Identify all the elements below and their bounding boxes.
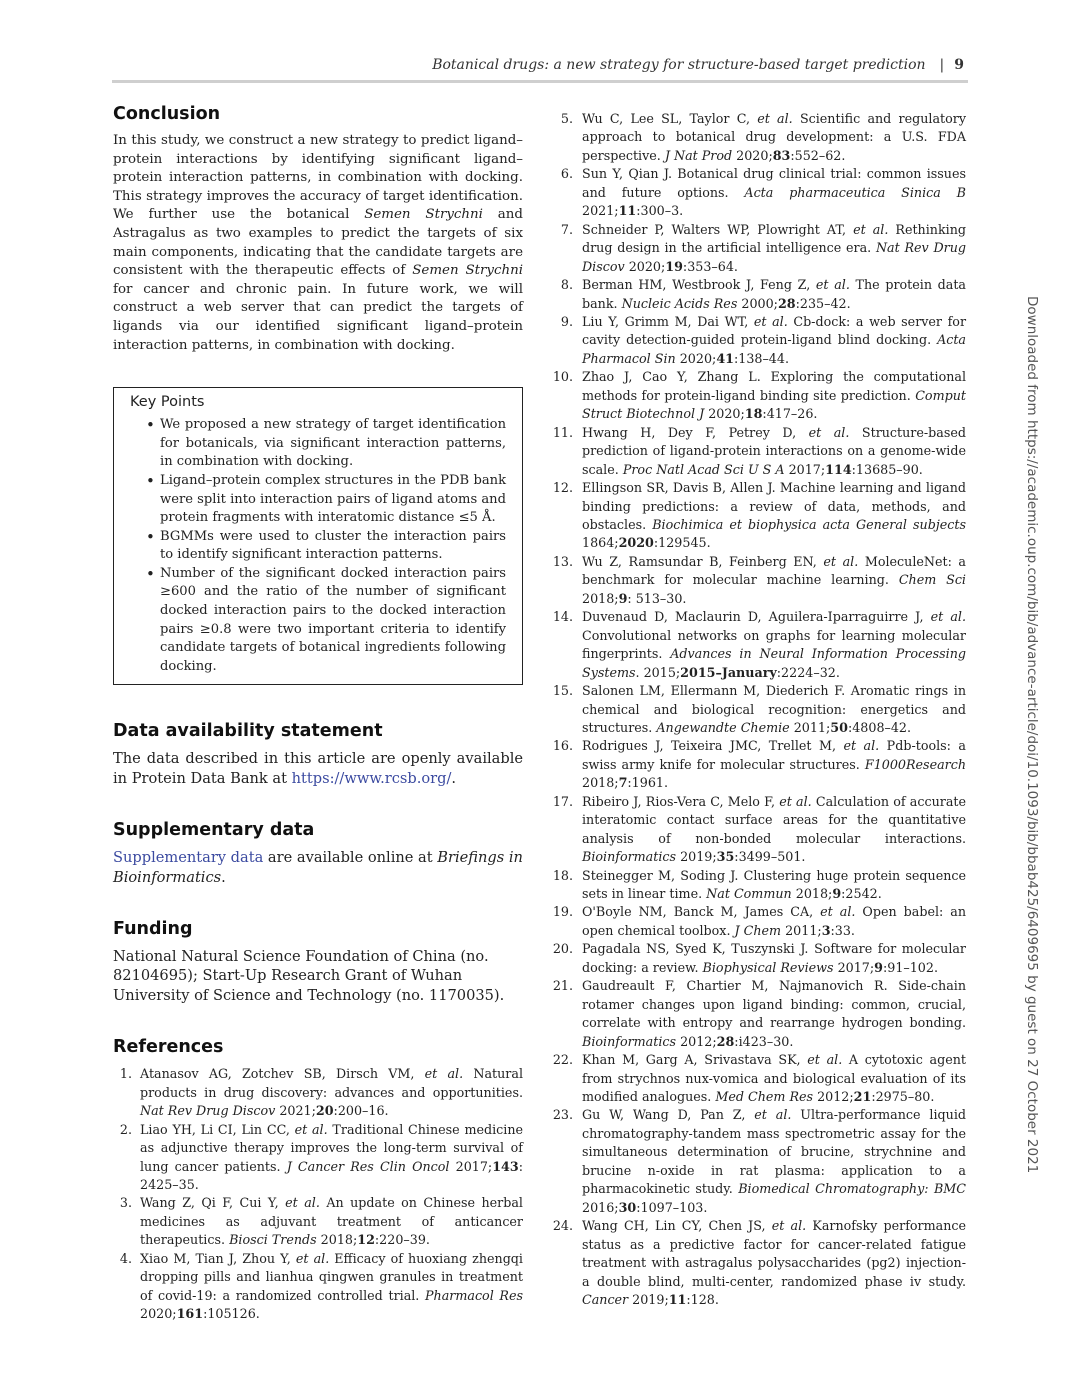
reference-authors: Wang CH, Lin CY, Chen JS,: [582, 1218, 772, 1234]
reference-journal: Angewandte Chemie: [656, 719, 790, 735]
reference-pages: :1961.: [627, 775, 669, 791]
reference-authors: Berman HM, Westbrook J, Feng Z,: [582, 277, 816, 293]
reference-year: 2021;: [275, 1103, 316, 1119]
reference-etal: et al.: [754, 1107, 792, 1123]
reference-year: 2017;: [449, 1158, 493, 1174]
conclusion-paragraph: In this study, we construct a new strategy to predict ligand–protein interactions by identifying significant ligand–protein interaction patterns, in combination with docking. This strategy improves the accuracy of target identification. We further use the botanical Semen Strychni and Astragalus as two examples to predict the targets of six main components, indicating that the candidate targets are consistent with the therapeutic effects of Semen Strychni for cancer and chronic pain. In future work, we will construct a web server that can predict the targets of ligands via our identified significant ligand–protein interaction patterns, in combination with docking.: [113, 133, 523, 353]
reference-journal: Med Chem Res: [715, 1089, 814, 1105]
reference-pages: :417–26.: [762, 406, 818, 422]
reference-volume: 30: [618, 1199, 637, 1215]
reference-number: 10.: [552, 369, 573, 385]
reference-authors: Schneider P, Walters WP, Plowright AT,: [582, 221, 854, 237]
reference-item: [551, 276, 966, 313]
reference-item: [551, 940, 966, 977]
reference-title: Efficacy of huoxiang zhengqi dropping pills and lianhua qingwen granules in treatment of covid-19: a randomized controlled trial.: [140, 1250, 523, 1303]
reference-pages: :129545.: [653, 535, 711, 551]
reference-number: 2.: [119, 1121, 132, 1137]
reference-title: MoleculeNet: a benchmark for molecular machine learning.: [582, 553, 967, 588]
reference-title: Pdb-tools: a swiss army knife for molecular structures.: [582, 738, 966, 772]
reference-title: Convolutional networks on graphs for learning molecular fingerprints.: [582, 627, 966, 662]
reference-journal: J Nat Prod: [664, 147, 733, 163]
reference-title: Botanical drug clinical trial: common issues and future options.: [582, 166, 966, 200]
reference-etal: et al.: [771, 1218, 807, 1234]
reference-year: 2018;: [316, 1232, 358, 1248]
key-point-item: • Number of the significant docked interaction pairs ≥600 and the ratio of the number of significant docked interaction pairs to the docked interaction pairs ≥0.8 were two important criteria to identify candidate targets of botanical ingredients following docking.: [146, 565, 506, 677]
reference-etal: et al.: [294, 1121, 328, 1137]
reference-volume: 20: [315, 1103, 334, 1119]
reference-year: 2000;: [737, 295, 778, 311]
reference-volume: 50: [830, 719, 848, 735]
reference-title: Karnofsky performance status as a predictive factor for cancer-related fatigue treatment with astragalus polysaccharides (pg2) injection-a double blind, multi-center, randomized phase iv study.: [582, 1218, 967, 1289]
reference-year: 2018;: [791, 886, 833, 902]
references-list-right: [551, 110, 966, 1309]
data-availability-section: [113, 721, 523, 788]
reference-etal: et al.: [424, 1066, 464, 1082]
reference-title: Cb-dock: a web server for cavity detection-guided protein-ligand blind docking.: [582, 313, 967, 348]
running-title: Botanical drugs: a new strategy for structure-based target prediction: [432, 57, 926, 73]
reference-pages: :200–16.: [333, 1103, 389, 1119]
supplementary-data-link[interactable]: Supplementary data: [113, 849, 264, 867]
reference-title: Aromatic rings in chemical and biological recognition: energetics and structures.: [582, 683, 966, 735]
reference-pages: :3499–501.: [734, 849, 806, 865]
reference-journal: Acta pharmaceutica Sinica B: [744, 184, 966, 200]
reference-journal: Nucleic Acids Res: [621, 295, 738, 311]
reference-item: [551, 682, 966, 737]
reference-item: [551, 221, 966, 276]
reference-year: 2012;: [813, 1089, 854, 1105]
reference-etal: et al.: [823, 553, 859, 569]
reference-item: [551, 793, 966, 867]
reference-year: 1864;: [582, 535, 619, 551]
reference-authors: Hwang H, Dey F, Petrey D,: [582, 424, 809, 440]
reference-pages: :128.: [686, 1292, 719, 1307]
reference-pages: :105126.: [203, 1306, 260, 1322]
reference-year: . 2015;: [635, 664, 681, 680]
reference-volume: 18: [744, 406, 763, 422]
right-column: [551, 110, 966, 1309]
reference-journal: Biosci Trends: [229, 1232, 317, 1248]
reference-authors: Xiao M, Tian J, Zhou Y,: [140, 1250, 296, 1266]
left-column: [113, 104, 523, 1324]
reference-authors: Pagadala NS, Syed K, Tuszynski J.: [582, 941, 815, 957]
references-heading: References: [113, 1037, 224, 1058]
reference-number: 9.: [560, 313, 573, 329]
reference-volume: 83: [772, 147, 791, 163]
reference-etal: et al.: [295, 1250, 330, 1266]
reference-item: [113, 1250, 523, 1324]
reference-pages: :220–39.: [374, 1232, 430, 1248]
reference-title: Rethinking drug design in the artificial intelligence era.: [582, 221, 966, 256]
funding-paragraph: National Natural Science Foundation of China (no. 82104695); Start-Up Research Grant of Wuhan University of Science and Technology (no. 1170035).: [113, 948, 505, 1004]
reference-pages: :235–42.: [795, 295, 851, 311]
reference-volume: 41: [716, 350, 734, 366]
reference-number: 17.: [552, 793, 573, 809]
reference-etal: et al.: [853, 221, 889, 237]
funding-section: [113, 919, 523, 1005]
reference-volume: 9: [874, 959, 883, 975]
supplementary-heading: Supplementary data: [113, 820, 315, 841]
reference-journal: Nat Commun: [706, 886, 792, 902]
reference-year: 2020;: [732, 147, 773, 163]
reference-number: 19.: [552, 904, 573, 920]
supplementary-paragraph: Supplementary data are available online at Briefings in Bioinformatics.: [113, 849, 523, 886]
reference-authors: Salonen LM, Ellermann M, Diederich F.: [582, 683, 851, 699]
reference-number: 23.: [552, 1107, 573, 1123]
reference-item: [551, 1051, 966, 1106]
reference-item: [551, 1217, 966, 1309]
reference-title: Traditional Chinese medicine as adjunctive therapy improves the long-term survival of lung cancer patients.: [140, 1121, 524, 1174]
reference-year: 2012;: [676, 1033, 717, 1049]
reference-etal: et al.: [779, 793, 812, 809]
reference-title: Ultra-performance liquid chromatography-tandem mass spectrometric assay for the simultaneous determination of brucine, strychnine and brucine n-oxide in rat plasma: application to a pharmacokinetic study.: [582, 1107, 966, 1197]
reference-volume: 2015–January: [680, 664, 777, 680]
reference-title: Scientific and regulatory approach to botanical drug development: a U.S. FDA perspective.: [582, 111, 966, 163]
reference-pages: :91–102.: [882, 959, 938, 975]
page-number: 9: [954, 57, 964, 73]
key-points-title: Key Points: [130, 394, 205, 411]
reference-authors: Atanasov AG, Zotchev SB, Dirsch VM,: [140, 1066, 425, 1082]
reference-item: [551, 737, 966, 792]
reference-journal: F1000Research: [864, 756, 966, 772]
reference-pages: :552–62.: [790, 147, 846, 163]
reference-volume: 21: [853, 1089, 872, 1105]
reference-journal: Biophysical Reviews: [702, 959, 834, 975]
reference-year: 2019;: [676, 849, 717, 865]
reference-etal: et al.: [930, 609, 966, 625]
reference-etal: et al.: [757, 111, 793, 126]
reference-pages: :2975–80.: [871, 1089, 935, 1105]
key-points-box: [113, 387, 523, 685]
reference-number: 1.: [119, 1066, 132, 1082]
reference-item: [551, 903, 966, 940]
reference-title: Machine learning and ligand binding predictions: a review of data, methods, and obstacles.: [582, 480, 966, 532]
reference-number: 24.: [552, 1218, 573, 1234]
reference-year: 2016;: [582, 1199, 619, 1215]
reference-volume: 28: [777, 295, 796, 311]
reference-item: [551, 977, 966, 1051]
reference-authors: Liu Y, Grimm M, Dai WT,: [582, 313, 754, 329]
reference-year: 2019;: [628, 1292, 669, 1307]
reference-journal: Acta Pharmacol Sin: [582, 332, 966, 366]
funding-heading: Funding: [113, 919, 193, 940]
reference-number: 6.: [560, 166, 573, 182]
reference-number: 4.: [119, 1250, 132, 1266]
reference-title: Exploring the computational methods for protein-ligand binding site prediction.: [582, 369, 966, 403]
key-point-item: • BGMMs were used to cluster the interaction pairs to identify significant interaction patterns.: [146, 528, 506, 565]
key-point-item: • Ligand–protein complex structures in the PDB bank were split into interaction pairs of ligand atoms and protein fragments with interatomic distance ≤5 Å.: [146, 472, 506, 528]
reference-year: 2017;: [784, 461, 826, 477]
reference-item: [551, 553, 966, 608]
data-availability-heading: Data availability statement: [113, 721, 383, 742]
reference-authors: Zhao J, Cao Y, Zhang L.: [582, 369, 771, 385]
reference-item: [551, 368, 966, 423]
reference-item: [551, 479, 966, 553]
reference-pages: :2542.: [841, 886, 882, 902]
reference-volume: 9: [832, 886, 842, 902]
reference-year: 2018;: [582, 775, 619, 791]
reference-etal: et al.: [285, 1195, 320, 1211]
reference-item: [551, 110, 966, 165]
reference-pages: :33.: [830, 922, 855, 938]
reference-etal: et al.: [807, 1052, 843, 1068]
reference-pages: :1097–103.: [636, 1199, 708, 1215]
reference-etal: et al.: [820, 904, 856, 920]
references-section: [113, 1037, 523, 1323]
rcsb-link[interactable]: https://www.rcsb.org/: [291, 769, 452, 787]
reference-volume: 7: [618, 775, 628, 791]
reference-pages: :353–64.: [682, 258, 738, 274]
reference-year: 2020;: [704, 406, 745, 422]
reference-number: 12.: [552, 480, 573, 496]
reference-volume: 9: [618, 590, 628, 606]
reference-pages: :2224–32.: [776, 664, 840, 680]
reference-etal: et al.: [843, 738, 880, 754]
reference-authors: Khan M, Garg A, Srivastava SK,: [582, 1052, 808, 1068]
reference-number: 5.: [560, 111, 573, 126]
reference-number: 3.: [119, 1195, 132, 1211]
reference-pages: :138–44.: [733, 350, 789, 366]
reference-item: [113, 1065, 523, 1120]
reference-authors: Wang Z, Qi F, Cui Y,: [140, 1195, 286, 1211]
reference-journal: Nat Rev Drug Discov: [582, 240, 967, 274]
reference-title: Clustering huge protein sequence sets in linear time.: [582, 867, 966, 902]
reference-journal: Advances in Neural Information Processing Systems: [582, 646, 966, 680]
reference-volume: 11: [668, 1292, 687, 1307]
reference-title: Open babel: an open chemical toolbox.: [582, 904, 967, 938]
reference-volume: 28: [716, 1033, 735, 1049]
reference-journal: Proc Natl Acad Sci U S A: [622, 461, 785, 477]
reference-authors: Gu W, Wang D, Pan Z,: [582, 1107, 755, 1123]
reference-journal: Biochimica et biophysica acta General subjects: [652, 516, 966, 532]
reference-title: Calculation of accurate interatomic contact surface areas for the quantitative analysis of non-bonded molecular interactions.: [582, 793, 966, 846]
reference-volume: 114: [825, 461, 852, 477]
reference-volume: 161: [176, 1306, 204, 1322]
reference-number: 15.: [552, 683, 573, 699]
reference-number: 18.: [552, 867, 573, 883]
reference-pages: :300–3.: [636, 203, 684, 219]
supplementary-section: [113, 820, 523, 887]
references-list-left: [113, 1065, 523, 1323]
reference-etal: et al.: [753, 313, 788, 329]
reference-year: 2021;: [582, 203, 619, 219]
reference-journal: Biomedical Chromatography: BMC: [738, 1181, 966, 1197]
reference-title: An update on Chinese herbal medicines as adjuvant treatment of anticancer therapeutics.: [140, 1195, 523, 1248]
reference-item: [551, 165, 966, 220]
reference-pages: : 2425–35.: [140, 1158, 523, 1192]
reference-journal: Chem Sci: [898, 572, 966, 588]
reference-title: Natural products in drug discovery: advances and opportunities.: [140, 1066, 523, 1100]
reference-number: 14.: [552, 609, 573, 625]
reference-authors: Ellingson SR, Davis B, Allen J.: [582, 480, 780, 496]
reference-number: 7.: [560, 221, 573, 237]
reference-year: 2017;: [833, 959, 875, 975]
conclusion-heading: Conclusion: [113, 104, 221, 124]
running-header: [112, 52, 964, 78]
reference-year: 2018;: [582, 590, 619, 606]
reference-volume: 35: [716, 849, 735, 865]
reference-item: [551, 1106, 966, 1217]
reference-year: 2011;: [789, 719, 831, 735]
reference-number: 20.: [552, 941, 573, 957]
reference-authors: Steinegger M, Soding J.: [582, 867, 744, 883]
reference-number: 13.: [552, 553, 573, 569]
reference-number: 21.: [552, 978, 573, 994]
reference-volume: 3: [821, 922, 831, 938]
reference-title: Software for molecular docking: a review.: [582, 941, 967, 975]
download-watermark: [1024, 296, 1056, 1174]
reference-item: [551, 608, 966, 682]
reference-etal: et al.: [815, 277, 850, 293]
reference-title: A cytotoxic agent from strychnos nux-vomica and biological evaluation of its modified analogues.: [582, 1052, 966, 1105]
reference-authors: Liao YH, Li CI, Lin CC,: [140, 1121, 295, 1137]
reference-etal: et al.: [808, 424, 850, 440]
reference-item: [113, 1194, 523, 1249]
reference-pages: : 513–30.: [627, 590, 687, 606]
reference-authors: Sun Y, Qian J.: [582, 166, 678, 182]
reference-journal: Cancer: [582, 1292, 629, 1307]
reference-pages: :13685–90.: [851, 461, 923, 477]
reference-journal: Pharmacol Res: [425, 1287, 523, 1303]
reference-journal: J Cancer Res Clin Oncol: [286, 1158, 450, 1174]
data-availability-paragraph: The data described in this article are openly available in Protein Data Bank at https://www.rcsb.org/.: [113, 750, 523, 787]
reference-authors: Wu Z, Ramsundar B, Feinberg EN,: [582, 553, 824, 569]
reference-title: Structure-based prediction of ligand-protein interactions on a genome-wide scale.: [582, 424, 966, 477]
reference-authors: Duvenaud D, Maclaurin D, Aguilera-Iparraguirre J,: [582, 609, 931, 625]
reference-volume: 2020: [618, 535, 654, 551]
reference-item: [551, 867, 966, 904]
key-points-list: [130, 416, 506, 676]
reference-volume: 19: [665, 258, 683, 274]
reference-number: 11.: [552, 424, 573, 440]
key-point-item: • We proposed a new strategy of target identification for botanicals, via significant interaction patterns, in combination with docking.: [146, 416, 506, 472]
conclusion-section: [113, 104, 523, 355]
reference-volume: 12: [357, 1232, 375, 1248]
reference-volume: 143: [492, 1158, 519, 1174]
reference-volume: 11: [618, 203, 637, 219]
reference-pages: :4808–42.: [847, 719, 912, 735]
header-rule: [112, 80, 968, 83]
reference-number: 16.: [552, 738, 573, 754]
reference-journal: Bioinformatics: [582, 1033, 677, 1049]
reference-title: Side-chain rotamer changes upon ligand binding: common, crucial, correlate with entropy and rearrange hydrogen bonding.: [582, 978, 966, 1031]
reference-number: 8.: [560, 277, 573, 293]
reference-title: The protein data bank.: [582, 277, 966, 311]
reference-item: [551, 313, 966, 368]
header-separator: |: [939, 57, 945, 73]
reference-journal: J Chem: [734, 922, 782, 938]
reference-number: 22.: [552, 1052, 573, 1068]
reference-authors: Gaudreault F, Chartier M, Najmanovich R.: [582, 978, 899, 994]
reference-year: 2020;: [140, 1306, 177, 1322]
reference-journal: Comput Struct Biotechnol J: [582, 387, 966, 422]
reference-journal: Bioinformatics: [582, 849, 677, 865]
download-note-text: Downloaded from https://academic.oup.com/bib/advance-article/doi/10.1093/bib/bbab425/6409695 by guest on 27 October 2021: [1024, 296, 1040, 1174]
reference-authors: O'Boyle NM, Banck M, James CA,: [582, 904, 821, 920]
reference-item: [551, 424, 966, 479]
reference-item: [113, 1121, 523, 1195]
reference-year: 2011;: [781, 922, 822, 938]
reference-year: 2020;: [624, 258, 666, 274]
reference-pages: :i423–30.: [734, 1033, 794, 1049]
reference-authors: Rodrigues J, Teixeira JMC, Trellet M,: [582, 738, 844, 754]
reference-authors: Ribeiro J, Rios-Vera C, Melo F,: [582, 793, 780, 809]
reference-year: 2020;: [675, 350, 717, 366]
reference-journal: Nat Rev Drug Discov: [140, 1103, 276, 1119]
reference-authors: Wu C, Lee SL, Taylor C,: [582, 111, 758, 126]
